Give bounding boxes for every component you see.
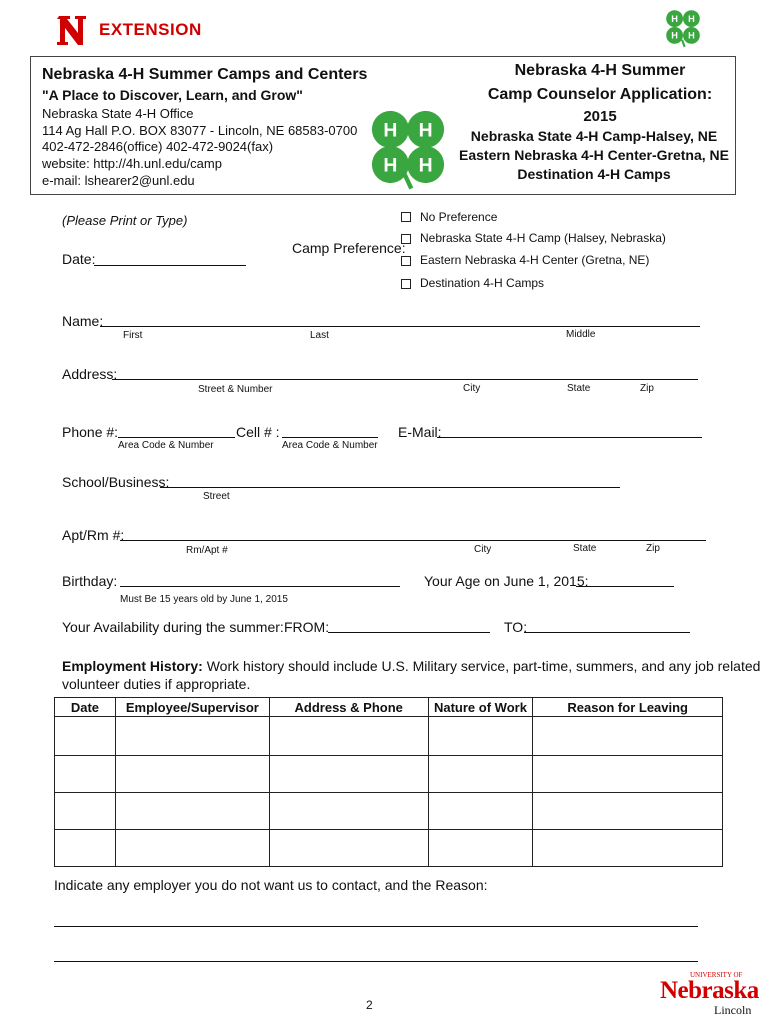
date-field[interactable] [94, 265, 246, 266]
table-cell[interactable] [55, 830, 116, 867]
apt-zip-caption: Zip [646, 543, 660, 554]
no-preference-checkbox[interactable] [401, 212, 411, 222]
svg-text:H: H [383, 119, 398, 142]
destination-checkbox[interactable] [401, 279, 411, 289]
from-label: FROM: [284, 619, 330, 635]
table-cell[interactable] [55, 793, 116, 830]
application-title-line2: Camp Counselor Application: [487, 86, 713, 103]
employment-table-header [55, 698, 723, 717]
halsey-label: Nebraska State 4-H Camp (Halsey, Nebraska) [420, 231, 666, 245]
name-last-caption: Last [310, 330, 329, 341]
to-label: TO: [504, 619, 528, 635]
address-zip-caption: Zip [640, 383, 654, 394]
school-street-caption: Street [203, 491, 230, 502]
birthday-note: Must Be 15 years old by June 1, 2015 [120, 594, 288, 605]
apt-label: Apt/Rm #: [62, 527, 125, 543]
table-cell[interactable] [269, 830, 428, 867]
svg-text:H: H [671, 30, 678, 41]
svg-text:H: H [688, 30, 695, 41]
table-row [55, 830, 723, 867]
org-website: website: http://4h.unl.edu/camp [42, 156, 222, 171]
col-nature-of-work: Nature of Work [428, 698, 533, 717]
do-not-contact-label: Indicate any employer you do not want us to contact, and the Reason: [54, 877, 488, 893]
destination-label: Destination 4-H Camps [420, 276, 545, 290]
table-row [55, 756, 723, 793]
table-cell[interactable] [533, 830, 723, 867]
table-cell[interactable] [269, 717, 428, 756]
table-cell[interactable] [115, 830, 269, 867]
phone-field[interactable] [118, 437, 235, 438]
availability-label: Your Availability during the summer: [62, 619, 284, 635]
employment-description [62, 658, 760, 674]
age-field[interactable] [576, 586, 674, 587]
col-address-phone: Address & Phone [269, 698, 428, 717]
table-cell[interactable] [533, 793, 723, 830]
table-row [55, 717, 723, 756]
camp-halsey: Nebraska State 4-H Camp-Halsey, NE [470, 128, 718, 144]
email-label: E-Mail: [398, 424, 442, 440]
address-state-caption: State [567, 383, 591, 394]
birthday-label: Birthday: [62, 573, 118, 589]
page-number: 2 [366, 998, 373, 1012]
apt-state-caption: State [573, 543, 597, 554]
table-cell[interactable] [428, 793, 533, 830]
phone-label: Phone #: [62, 424, 119, 440]
application-title-line1: Nebraska 4-H Summer [514, 62, 686, 79]
table-cell[interactable] [115, 717, 269, 756]
from-field[interactable] [328, 632, 490, 633]
nebraska-n-icon [57, 12, 91, 48]
name-field[interactable] [100, 326, 700, 327]
svg-text:H: H [418, 154, 433, 177]
address-street-caption: Street & Number [198, 384, 273, 395]
svg-text:H: H [418, 119, 433, 142]
gretna-label: Eastern Nebraska 4-H Center (Gretna, NE) [420, 253, 650, 267]
org-email: e-mail: lshearer2@unl.edu [42, 173, 195, 188]
apt-caption: Rm/Apt # [186, 545, 228, 556]
university-of-nebraska-lincoln-logo [660, 968, 759, 1018]
name-middle-caption: Middle [566, 329, 596, 340]
table-cell[interactable] [533, 717, 723, 756]
apt-field[interactable] [120, 540, 706, 541]
gretna-checkbox[interactable] [401, 256, 411, 266]
four-h-clover-icon [363, 103, 453, 191]
application-year: 2015 [583, 108, 617, 125]
table-cell[interactable] [533, 756, 723, 793]
do-not-contact-field-1[interactable] [54, 926, 698, 927]
table-cell[interactable] [428, 756, 533, 793]
camp-preference-label: Camp Preference: [292, 240, 406, 256]
svg-text:H: H [671, 13, 678, 24]
phone-caption: Area Code & Number [118, 440, 214, 451]
cell-field[interactable] [282, 437, 378, 438]
employment-description-line1: Work history should include U.S. Military service, part-time, summers, and any job related [202, 658, 761, 674]
col-employee-supervisor: Employee/Supervisor [115, 698, 269, 717]
svg-text:H: H [383, 154, 398, 177]
birthday-field[interactable] [120, 586, 400, 587]
cell-label: Cell # : [236, 424, 280, 440]
age-label: Your Age on June 1, 2015: [424, 573, 589, 589]
col-reason-for-leaving: Reason for Leaving [533, 698, 723, 717]
school-business-field[interactable] [160, 487, 620, 488]
employment-description-line2: volunteer duties if appropriate. [62, 676, 251, 692]
org-phone: 402-472-2846(office) 402-472-9024(fax) [42, 139, 274, 154]
address-field[interactable] [112, 379, 698, 380]
table-cell[interactable] [115, 793, 269, 830]
university-of-label: UNIVERSITY OF [690, 971, 743, 979]
date-label: Date: [62, 251, 96, 267]
address-label: Address: [62, 366, 118, 382]
apt-city-caption: City [474, 544, 492, 555]
name-label: Name: [62, 313, 104, 329]
to-field[interactable] [524, 632, 690, 633]
name-first-caption: First [123, 330, 143, 341]
table-cell[interactable] [55, 756, 116, 793]
employment-heading: Employment History: [62, 658, 203, 674]
org-address: 114 Ag Hall P.O. BOX 83077 - Lincoln, NE 68583-0700 [42, 123, 358, 138]
table-cell[interactable] [428, 717, 533, 756]
col-date: Date [55, 698, 116, 717]
email-field[interactable] [437, 437, 702, 438]
address-city-caption: City [463, 383, 481, 394]
employment-table [54, 697, 723, 867]
table-cell[interactable] [428, 830, 533, 867]
table-row [55, 793, 723, 830]
svg-text:H: H [688, 13, 695, 24]
four-h-clover-small-icon [662, 6, 704, 48]
no-preference-label: No Preference [420, 210, 498, 224]
extension-label: EXTENSION [99, 20, 202, 39]
table-cell[interactable] [269, 793, 428, 830]
print-note: (Please Print or Type) [62, 213, 188, 228]
table-cell[interactable] [55, 717, 116, 756]
lincoln-label: Lincoln [714, 1003, 752, 1017]
camp-gretna: Eastern Nebraska 4-H Center-Gretna, NE [459, 147, 729, 163]
nebraska-wordmark: Nebraska [660, 977, 759, 1004]
table-cell[interactable] [115, 756, 269, 793]
org-title: Nebraska 4-H Summer Camps and Centers [42, 66, 368, 83]
org-tagline: "A Place to Discover, Learn, and Grow" [42, 87, 303, 103]
cell-caption: Area Code & Number [282, 440, 378, 451]
org-office: Nebraska State 4-H Office [42, 106, 194, 121]
school-business-label: School/Business: [62, 474, 170, 490]
table-cell[interactable] [269, 756, 428, 793]
halsey-checkbox[interactable] [401, 234, 411, 244]
do-not-contact-field-2[interactable] [54, 961, 698, 962]
camp-destination: Destination 4-H Camps [517, 166, 671, 182]
